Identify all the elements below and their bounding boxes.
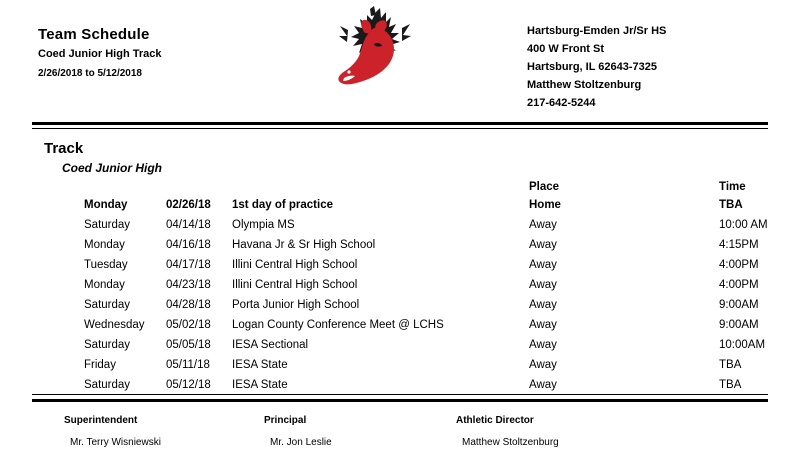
table-row xyxy=(0,295,800,315)
table-row xyxy=(0,355,800,375)
column-header-day xyxy=(0,180,166,195)
table-row xyxy=(0,315,800,335)
cell-opponent: Porta Junior High School xyxy=(232,299,360,311)
cell-date: 04/28/18 xyxy=(166,299,211,311)
cell-opponent: Logan County Conference Meet @ LCHS xyxy=(232,319,444,331)
table-row xyxy=(0,195,800,215)
cell-opponent: Illini Central High School xyxy=(232,259,358,271)
cell-place: Away xyxy=(529,339,557,351)
cell-time: 9:00AM xyxy=(719,319,759,331)
cell-place: Home xyxy=(529,199,561,211)
cell-opponent: IESA State xyxy=(232,359,288,371)
signature-name: Mr. Terry Wisniewski xyxy=(70,437,161,448)
cell-opponent: Olympia MS xyxy=(232,219,295,231)
cell-day: Tuesday xyxy=(84,259,128,271)
cell-time: TBA xyxy=(719,379,742,391)
school-phone: 217-642-5244 xyxy=(527,97,596,109)
cell-place: Away xyxy=(529,219,557,231)
signature-block-superintendent xyxy=(64,414,161,450)
team-heading: Coed Junior High xyxy=(62,161,162,175)
cell-opponent: IESA State xyxy=(232,379,288,391)
cell-day: Monday xyxy=(84,239,125,251)
school-info-block xyxy=(527,22,666,112)
cell-date: 05/02/18 xyxy=(166,319,211,331)
cell-opponent: 1st day of practice xyxy=(232,199,333,211)
cell-place: Away xyxy=(529,359,557,371)
schedule-table xyxy=(0,180,800,395)
cell-time: 4:15PM xyxy=(719,239,759,251)
cell-time: 10:00AM xyxy=(719,339,766,351)
cell-place: Away xyxy=(529,319,557,331)
cell-date: 05/05/18 xyxy=(166,339,211,351)
cell-day: Monday xyxy=(84,199,128,211)
cell-place: Away xyxy=(529,379,557,391)
signature-name: Mr. Jon Leslie xyxy=(270,437,332,448)
table-row xyxy=(0,335,800,355)
cell-place: Away xyxy=(529,279,557,291)
sport-heading: Track xyxy=(44,140,84,157)
table-row xyxy=(0,215,800,235)
school-street: 400 W Front St xyxy=(527,43,605,55)
signature-block-athletic-director xyxy=(456,414,559,450)
page-title: Team Schedule xyxy=(38,26,150,43)
school-contact: Matthew Stoltzenburg xyxy=(527,79,642,91)
cell-date: 05/11/18 xyxy=(166,359,210,371)
school-name: Hartsburg-Emden Jr/Sr HS xyxy=(527,25,667,37)
cell-time: 4:00PM xyxy=(719,279,759,291)
table-row xyxy=(0,375,800,395)
signature-name: Matthew Stoltzenburg xyxy=(462,437,559,448)
cell-day: Saturday xyxy=(84,299,131,311)
cell-time: TBA xyxy=(719,359,742,371)
cell-date: 02/26/18 xyxy=(166,199,211,211)
footer-divider-thin xyxy=(32,394,768,395)
cell-day: Wednesday xyxy=(84,319,145,331)
cell-time: 10:00 AM xyxy=(719,219,768,231)
schedule-table-body xyxy=(0,195,800,395)
date-range: 2/26/2018 to 5/12/2018 xyxy=(38,68,142,79)
signature-block-principal xyxy=(264,414,332,450)
table-header-row xyxy=(0,180,800,195)
table-row xyxy=(0,235,800,255)
school-city-state-zip: Hartsburg, IL 62643-7325 xyxy=(527,61,658,73)
cell-time: 9:00AM xyxy=(719,299,759,311)
column-header-date xyxy=(166,180,232,195)
cell-day: Saturday xyxy=(84,339,131,351)
cell-place: Away xyxy=(529,259,557,271)
signature-title: Athletic Director xyxy=(456,415,534,426)
header-left-block xyxy=(38,26,161,80)
document-header xyxy=(0,0,800,118)
cell-date: 04/23/18 xyxy=(166,279,211,291)
cell-date: 04/16/18 xyxy=(166,239,211,251)
cell-opponent: IESA Sectional xyxy=(232,339,309,351)
cell-time: TBA xyxy=(719,199,743,211)
cell-time: 4:00PM xyxy=(719,259,759,271)
cell-place: Away xyxy=(529,299,557,311)
column-header-place: Place xyxy=(529,181,560,193)
cell-date: 04/17/18 xyxy=(166,259,211,271)
column-header-time: Time xyxy=(719,181,746,193)
team-subtitle: Coed Junior High Track xyxy=(38,48,162,60)
footer-divider-thick xyxy=(32,399,768,402)
table-row xyxy=(0,255,800,275)
cell-date: 05/12/18 xyxy=(166,379,211,391)
schedule-table-head xyxy=(0,180,800,195)
table-row xyxy=(0,275,800,295)
header-divider-thin xyxy=(32,128,768,129)
signature-title: Principal xyxy=(264,415,307,426)
cell-opponent: Havana Jr & Sr High School xyxy=(232,239,376,251)
column-header-opponent xyxy=(232,180,529,195)
cell-day: Friday xyxy=(84,359,116,371)
cell-day: Saturday xyxy=(84,219,131,231)
red-horse-mascot-logo xyxy=(318,6,428,94)
cell-day: Monday xyxy=(84,279,125,291)
cell-date: 04/14/18 xyxy=(166,219,211,231)
header-divider-thick xyxy=(32,122,768,125)
cell-day: Saturday xyxy=(84,379,131,391)
cell-opponent: Illini Central High School xyxy=(232,279,358,291)
cell-place: Away xyxy=(529,239,557,251)
signature-title: Superintendent xyxy=(64,415,138,426)
